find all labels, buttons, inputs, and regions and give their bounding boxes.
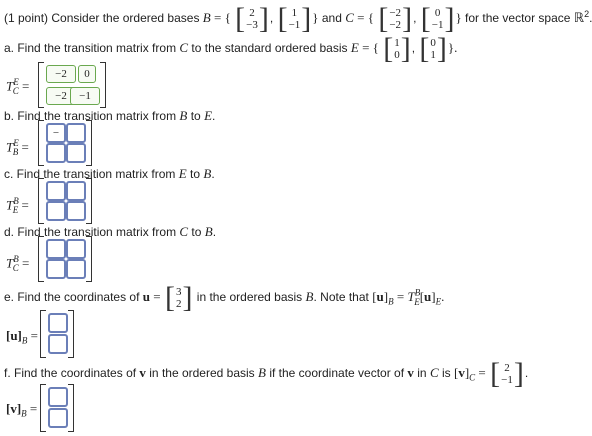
u-vector: [ 3 2 ] bbox=[164, 281, 193, 314]
part-b-entry-22[interactable] bbox=[66, 143, 86, 163]
E-vector-2: [ 0 1 ] bbox=[419, 32, 447, 65]
part-e-entry-2[interactable] bbox=[48, 334, 68, 354]
basis-C-label: C bbox=[345, 10, 354, 26]
part-e-lhs: $[u]_B$ = bbox=[6, 328, 38, 346]
part-c-prompt: c. Find the transition matrix from E to B. bbox=[4, 166, 215, 181]
part-f-prompt: f. Find the coordinates of v in the ordered basis B if the coordinate vector of v in C is $[v]_C$ = [ 2 −1 ] . bbox=[4, 357, 529, 390]
v-C-vector: [ 2 −1 ] bbox=[490, 357, 524, 390]
part-e-prompt: e. Find the coordinates of u = [ 3 2 ] in the ordered basis B. Note that $[u]_B = T^B_E[u]_E$. bbox=[4, 281, 445, 314]
space-text: for the vector space bbox=[465, 11, 571, 26]
part-f-lhs: $[v]_B$ = bbox=[6, 401, 38, 419]
part-a-entry-22[interactable]: −1 bbox=[70, 87, 100, 105]
part-d-lhs: $T^B_C$ = bbox=[6, 254, 30, 273]
and-text: and bbox=[321, 11, 342, 26]
part-b-lhs: $T^E_B$ = bbox=[6, 138, 29, 157]
space-symbol: ℝ bbox=[573, 10, 585, 26]
C-vector-1: [ −2 −2 ] bbox=[378, 2, 413, 35]
part-c-entry-12[interactable] bbox=[66, 181, 86, 201]
part-c-entry-21[interactable] bbox=[46, 201, 66, 221]
B-vector-1: [ 2 −3 ] bbox=[235, 2, 269, 35]
points-text: (1 point) Consider the ordered bases bbox=[4, 11, 200, 26]
part-d-entry-11[interactable] bbox=[46, 239, 66, 259]
part-d-entry-12[interactable] bbox=[66, 239, 86, 259]
part-b-entry-12[interactable] bbox=[66, 123, 86, 143]
part-a-entry-12[interactable]: 0 bbox=[78, 65, 96, 83]
part-d-entry-21[interactable] bbox=[46, 259, 66, 279]
basis-B-label: B bbox=[202, 10, 211, 26]
part-c-entry-11[interactable] bbox=[46, 181, 66, 201]
problem-statement: (1 point) Consider the ordered bases B = { [ 2 −3 ] , [ 1 −1 ] } and C = { [ −2 −2 ] , [ 0 −1 ] } for the vector space ℝ$^2$ bbox=[4, 2, 590, 35]
part-e-entry-1[interactable] bbox=[48, 313, 68, 333]
E-vector-1: [ 1 0 ] bbox=[383, 32, 411, 65]
part-b-entry-11[interactable]: − bbox=[46, 123, 66, 143]
part-f-entry-1[interactable] bbox=[48, 387, 68, 407]
part-c-lhs: $T^B_E$ = bbox=[6, 196, 29, 215]
part-a-lhs: $T^E_C$ = bbox=[6, 77, 30, 96]
part-d-entry-22[interactable] bbox=[66, 259, 86, 279]
C-vector-2: [ 0 −1 ] bbox=[420, 2, 455, 35]
part-b-prompt: b. Find the transition matrix from B to E. bbox=[4, 108, 216, 123]
part-f-entry-2[interactable] bbox=[48, 408, 68, 428]
part-a-entry-21[interactable]: −2 bbox=[46, 87, 76, 105]
part-a-prompt: a. Find the transition matrix from C to the standard ordered basis E = { [ 1 0 ] , [ 0 1 ] }. bbox=[4, 32, 458, 65]
part-c-entry-22[interactable] bbox=[66, 201, 86, 221]
part-d-prompt: d. Find the transition matrix from C to B. bbox=[4, 224, 217, 239]
B-vector-2: [ 1 −1 ] bbox=[277, 2, 312, 35]
part-b-entry-21[interactable] bbox=[46, 143, 66, 163]
part-a-entry-11[interactable]: −2 bbox=[46, 65, 76, 83]
